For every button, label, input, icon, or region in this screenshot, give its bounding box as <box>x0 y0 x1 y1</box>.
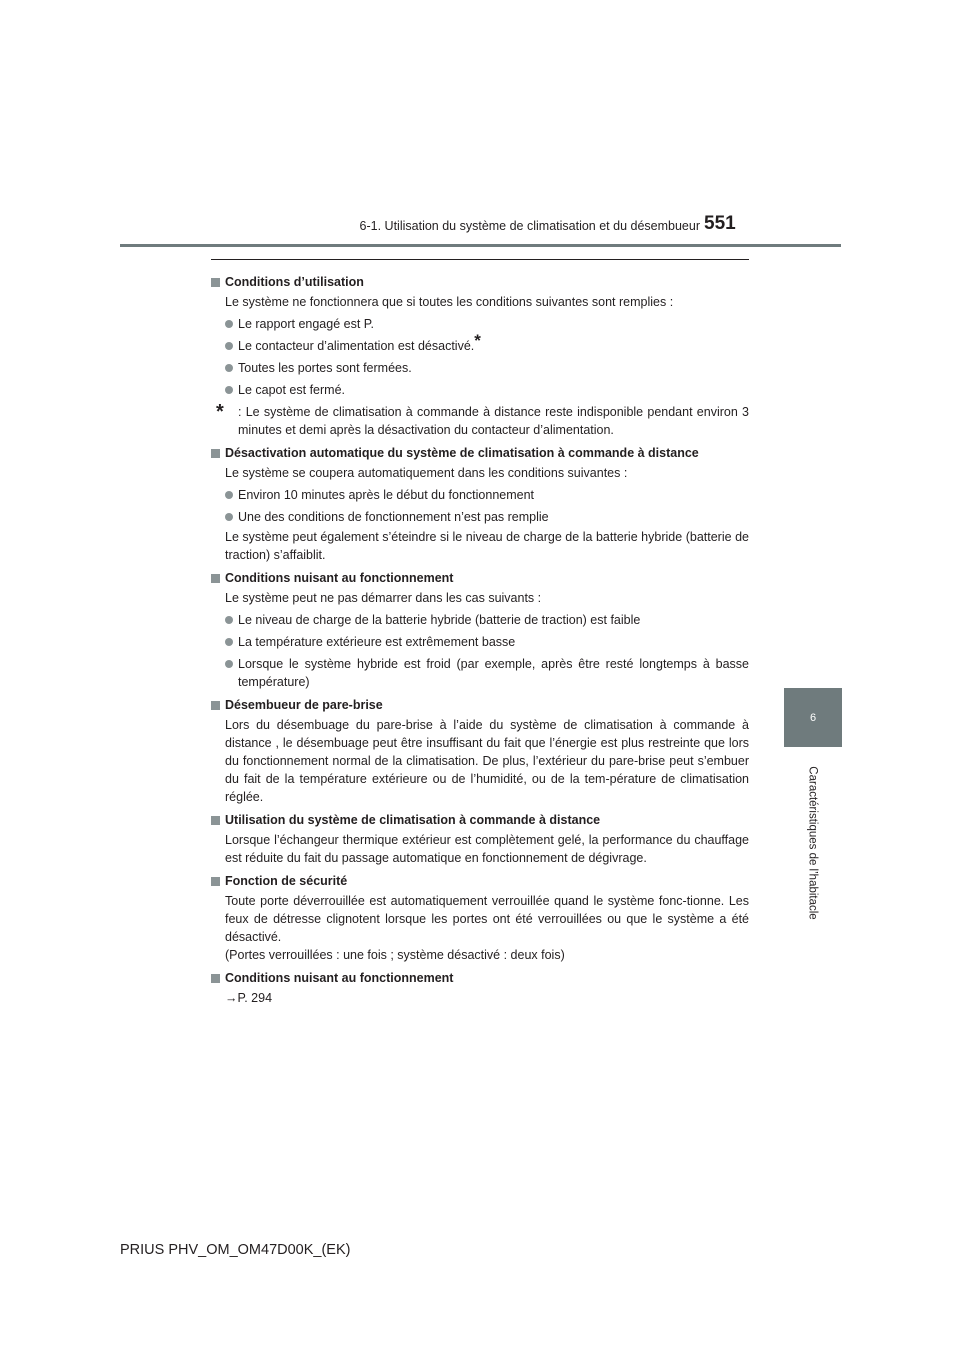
circle-bullet-icon <box>225 638 233 646</box>
page-content <box>211 268 749 1007</box>
chapter-number: 6 <box>809 711 817 724</box>
circle-bullet-icon <box>225 364 233 372</box>
section-desembueur <box>211 696 749 806</box>
footnote-asterisk: * <box>216 401 224 423</box>
document-code: PRIUS PHV_OM_OM47D00K_(EK) <box>120 1242 351 1258</box>
section-conditions-nuisant-ref <box>211 969 749 1007</box>
list-item: Une des conditions de fonctionnement n’est pas remplie <box>211 508 749 526</box>
section-intro: Le système se coupera automatiquement dans les conditions suivantes : <box>225 466 628 480</box>
section-heading: Conditions nuisant au fonctionnement <box>211 969 749 987</box>
list-item: Lorsque le système hybride est froid (par exemple, après être resté longtemps à basse température) <box>211 655 749 691</box>
square-bullet-icon <box>211 449 220 458</box>
square-bullet-icon <box>211 701 220 710</box>
list-item: Le niveau de charge de la batterie hybride (batterie de traction) est faible <box>211 611 749 629</box>
circle-bullet-icon <box>225 616 233 624</box>
square-bullet-icon <box>211 974 220 983</box>
section-body: Lorsque l’échangeur thermique extérieur est complètement gelé, la performance du chauffage est réduite du fait du passage automatique en fonctionnement de dégivrage. <box>225 833 749 865</box>
circle-bullet-icon <box>225 386 233 394</box>
section-utilisation-systeme <box>211 811 749 867</box>
section-intro: Le système peut ne pas démarrer dans les cas suivants : <box>225 591 542 605</box>
section-heading: Utilisation du système de climatisation à commande à distance <box>211 811 749 829</box>
list-item: Le capot est fermé. <box>211 381 749 399</box>
circle-bullet-icon <box>225 342 233 350</box>
circle-bullet-icon <box>225 320 233 328</box>
running-header-title: 6-1. Utilisation du système de climatisation et du désembueur <box>359 219 700 233</box>
list-item: Le rapport engagé est P. <box>211 315 749 333</box>
page-number: 551 <box>704 213 736 234</box>
section-outro: Le système peut également s’éteindre si le niveau de charge de la batterie hybride (batterie de traction) s’affaiblit. <box>225 530 749 562</box>
header-rule <box>120 244 841 247</box>
chapter-side-label <box>799 755 827 930</box>
section-heading: Conditions nuisant au fonctionnement <box>211 569 749 587</box>
section-conditions-nuisant <box>211 569 749 691</box>
list-item: Environ 10 minutes après le début du fonctionnement <box>211 486 749 504</box>
section-heading: Désactivation automatique du système de climatisation à commande à distance <box>211 444 749 462</box>
circle-bullet-icon <box>225 513 233 521</box>
square-bullet-icon <box>211 877 220 886</box>
circle-bullet-icon <box>225 491 233 499</box>
section-desactivation-automatique <box>211 444 749 564</box>
page-reference-link[interactable]: →P. 294 <box>225 991 273 1005</box>
chapter-tab <box>784 688 842 747</box>
list-item: Toutes les portes sont fermées. <box>211 359 749 377</box>
square-bullet-icon <box>211 816 220 825</box>
list-item: Le contacteur d’alimentation est désactivé.* <box>211 337 749 355</box>
section-intro: Le système ne fonctionnera que si toutes les conditions suivantes sont remplies : <box>225 295 674 309</box>
chapter-label-text: Caractéristiques de l’habitacle <box>807 765 820 920</box>
content-top-rule <box>211 259 749 260</box>
list-item: La température extérieure est extrêmement basse <box>211 633 749 651</box>
asterisk-marker: * <box>474 331 481 350</box>
footnote: * : Le système de climatisation à commande à distance reste indisponible pendant environ 3 minutes et demi après la désactivation du contacteur d’alimentation. <box>216 401 749 437</box>
section-body: Toute porte déverrouillée est automatiquement verrouillée quand le système fonc-tionne. Les feux de détresse clignotent lorsque les portes ont été verrouillées ou que le système a été désactivé. (Portes verrouillées : une fois ; système désactivé : deux fois) <box>225 894 749 962</box>
section-conditions-utilisation <box>211 273 749 439</box>
circle-bullet-icon <box>225 660 233 668</box>
section-body: Lors du désembuage du pare-brise à l’aide du système de climatisation à commande à distance , le désembuage peut être insuffisant du fait que l’énergie est plus restreinte que lors du fonctionnement normal de la climatisation. De plus, l’extérieur du pare-brise peut s’embuer du fait de la température extérieure ou de l’humidité, ou de la tem-pérature de climatisation réglée. <box>225 718 749 804</box>
section-heading: Conditions d’utilisation <box>211 273 749 291</box>
square-bullet-icon <box>211 574 220 583</box>
square-bullet-icon <box>211 278 220 287</box>
section-fonction-securite <box>211 872 749 964</box>
section-heading: Fonction de sécurité <box>211 872 749 890</box>
section-heading: Désembueur de pare-brise <box>211 696 749 714</box>
